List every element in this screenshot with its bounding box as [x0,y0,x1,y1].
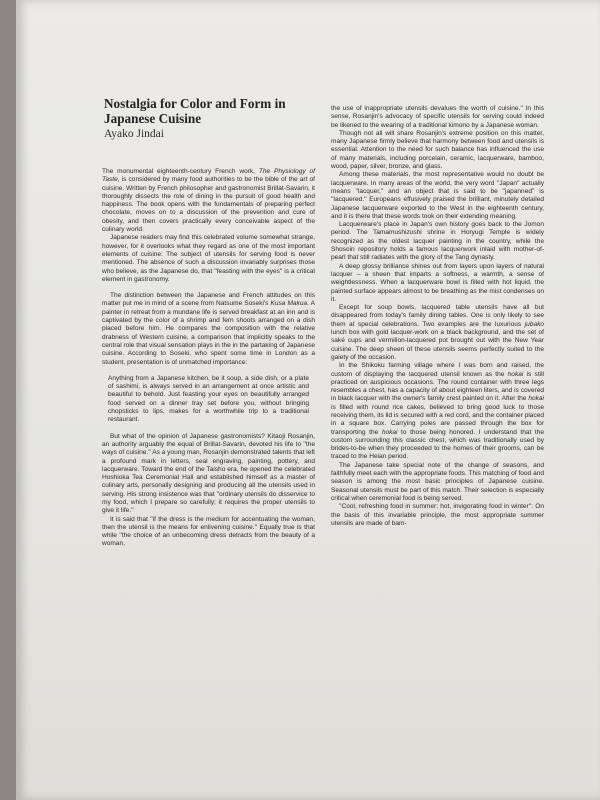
paragraph [331,221,544,262]
text-run: Lacquerware's place in Japan's own history goes back to the Jomon period. The Tamamushizushi shrine in Horyugi Temple is widely recognized as the oldest lacquer painting in the country, while the Shosoin repository holds a famous lacquerwork inlaid with mother-of-pearl that still radiates with the glory of the Tang dynasty. [331,221,544,262]
term-italic: hokai [381,428,398,436]
paragraph [331,130,544,171]
text-run: A deep glossy brilliance shines out from layers upon layers of natural lacquer – a sheen that imparts a softness, a warmth, a sense of weightlessness. When a lacquerware bowl is filled with hot liquid, the painted surface appears almost to be breathing as the mist condenses on it. [331,262,544,303]
right-column [331,105,544,528]
text-run: lunch box with gold lacquer-work on a black background, and the set of saké cups and vermilion-lacquered pot brought out with the New Year cuisine. The deep sheen of these utensils seems perfectly suited to the gaiety of the occasion. [331,329,544,361]
book-page [16,0,600,800]
text-run: , is considered by many food authorities to be the bible of the art of cuisine. Written by French philosopher and gastronomist Brillat-Savarin, it thoroughly dissects the role of dining in the pursuit of good health and happiness. The book opens with the fundamentals of preparing perfect chocolate, moves on to a discussion of the prevention and cure of obesity, and then covers practically every conceivable aspect of the culinary world. [102,176,315,234]
left-column [102,168,315,549]
text-run: In the Shikoku farming village where I was born and raised, the custom of displaying the lacquered utensil known as the [331,362,544,378]
text-run: Except for soup bowls, lacquered table utensils have all but disappeared from today's family dining tables. One is only likely to see them at special celebrations. Two examples are the luxurious [331,304,544,328]
term-italic: jubako [524,320,544,328]
text-run: the use of inappropriate utensils devalues the worth of cuisine.'' In this sense, Rosanjin's advocacy of specific utensils for serving could indeed be likened to the wearing of a traditional kimono by a Japanese woman. [331,105,544,129]
paragraph [331,462,544,503]
book-title-italic: The Physiology of Taste [102,168,315,184]
paragraph [331,105,544,130]
text-run: But what of the opinion of Japanese gastronomists? Kitaoji Rosanjin, an authority arguably the equal of Brillat-Savarin, devoted his life to ''the ways of cuisine.'' As a young man, Rosanjin demonstrated talents that left a profound mark in letters, seal engraving, painting, pottery, and lacquerware. Toward the end of the Taisho era, he opened the celebrated Hoshioka Tea Ceremonial Hall and established himself as a master of culinary arts, personally designing and producing all the utensils used in serving. His strong insistence was that ''ordinary utensils do disservice to my food, which I prepare so carefully; it requires the proper utensils to give it life.'' [102,432,315,515]
text-run: The monumental eighteenth-century French work, [102,168,259,175]
paragraph [331,263,544,304]
block-quote [108,375,309,425]
paragraph [102,292,315,367]
paragraph [102,234,315,284]
term-italic: hokai [507,370,524,378]
paragraph [331,362,544,462]
paragraph [102,516,315,549]
paragraph [331,304,544,362]
book-title-italic: Kusa Makua [270,300,308,308]
text-run: Among these materials, the most representative would no doubt be lacquerware. In many areas of the world, the very word ''Japan'' actually means ''lacquer,'' and an object that is said to be ''japanned'' is ''lacquered.'' Europeans effusively praised the brilliant, minutely detailed Japanese lacquerware exported to the West in the eighteenth century, and it is there that these words took on their extending meaning. [331,171,544,220]
paragraph [102,168,315,234]
text-run: is filled with round rice cakes, believed to bring good luck to those receiving them, its lid is secured with a red cord, and the container placed in a square box. Carrying poles are passed through the box for transporting the [331,403,544,436]
term-italic: hokai [528,395,544,403]
paragraph [331,503,544,528]
text-run: Japanese readers may find this celebrated volume somewhat strange, however, for it overlooks what they regard as one of the most important elements of cuisine: The subject of utensils for serving food is never mentioned. The absence of such a discussion invariably surprises those who believe, as the Japanese do, that ''feasting with the eyes'' is a critical element in gastronomy. [102,234,315,283]
text-run: Anything from a Japanese kitchen, be it soup, a side dish, or a plate of sashimi, is always served in an arrangement at once artistic and beautiful to behold. Just feasting your eyes on beautifully arranged food served on a dinner tray set before you, without bringing chopsticks to lips, makes for a worthwhile trip to a traditional restaurant. [108,374,309,424]
text-run: . A painter in retreat from a mundane life is served breakfast at an inn and is captivated by the color of a shrimp and fern shoots arranged on a dish placed before him. He compares the composition with the relative drabness of Western cuisine, a comparison that implicitly speaks to the central role that visual sensation plays in the in the partaking of Japanese cuisine. According to Soseki, who spent some time in London as a student, presentation is of unmatched importance: [102,300,315,366]
paragraph [102,433,315,516]
article-title: Nostalgia for Color and Form in Japanese Cuisine [104,96,286,126]
text-run: to those being honored. I understand that the custom surrounding this classic chest, which was traditionally used by brides-to-be when they proceeded to the homes of their grooms, can be traced to the Heian period. [331,428,545,461]
paragraph [331,171,544,221]
text-run: It is said that ''if the dress is the medium for accentuating the woman, then the utensil is the means for enlivening cuisine.'' Equally true is that while ''the choice of an unbecoming dress detracts from the beauty of a woman, [102,515,315,548]
text-run: is still practiced on auspicious occasions. The round container with three legs resembles a chest, has a capacity of about eighteen liters, and is covered in black lacquer with the owner's family crest painted on it. After the [331,370,544,403]
text-run: The distinction between the Japanese and French attitudes on this matter put me in mind of a scene from Natsume Soseki's [102,292,315,308]
text-run: The Japanese take special note of the change of seasons, and faithfully meet each with the appropriate foods. This matching of food and season is among the most basic principles of Japanese cuisine. Seasonal utensils must be part of this match. Their selection is especially critical when ceremonial food is being served. [331,461,544,502]
article-author: Ayako Jindai [104,128,164,140]
text-run: Though not all will share Rosanjin's extreme position on this matter, many Japanese firmly believe that harmony between food and utensils is essential. Attention to the need for such balance has influenced the use of many materials, including porcelain, ceramic, lacquerware, bamboo, wood, paper, silver, bronze, and glass. [331,129,544,171]
text-run: ''Cool, refreshing food in summer; hot, invigorating food in winter'': On the basis of this invariable principle, the most appropriate summer utensils are made of bam- [331,503,544,527]
